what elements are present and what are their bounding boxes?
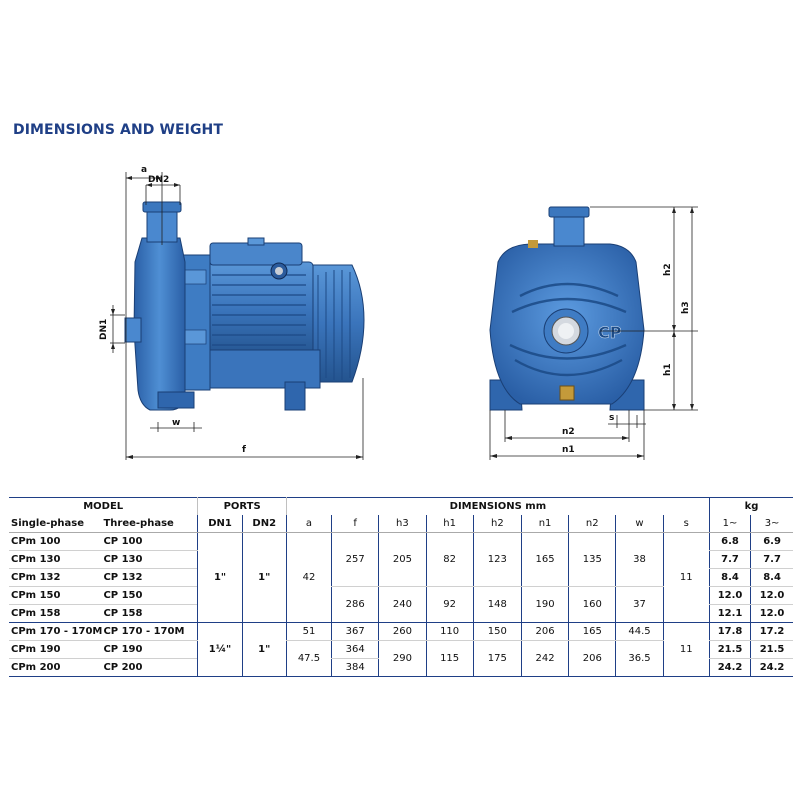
cell-three-phase: CP 170 - 170M bbox=[101, 623, 197, 641]
dim-label-dn2: DN2 bbox=[148, 175, 170, 185]
cell-n1: 206 bbox=[521, 623, 568, 641]
cell-h2: 175 bbox=[473, 641, 521, 677]
cell-single-phase: CPm 158 bbox=[9, 605, 101, 623]
cp-badge: CP bbox=[598, 323, 622, 342]
header-s: s bbox=[663, 515, 709, 533]
cell-h1: 115 bbox=[426, 641, 473, 677]
cell-h3: 240 bbox=[379, 587, 426, 623]
cell-kg-three: 8.4 bbox=[751, 569, 793, 587]
cell-single-phase: CPm 170 - 170M bbox=[9, 623, 101, 641]
cell-h1: 92 bbox=[426, 587, 473, 623]
cell-f: 257 bbox=[332, 533, 379, 587]
cell-w: 38 bbox=[616, 533, 663, 587]
dim-label-w: w bbox=[172, 418, 181, 428]
dim-label-h2: h2 bbox=[663, 263, 673, 276]
dim-label-dn1: DN1 bbox=[99, 318, 109, 340]
cell-kg-three: 12.0 bbox=[751, 587, 793, 605]
cell-kg-three: 7.7 bbox=[751, 551, 793, 569]
cell-three-phase: CP 190 bbox=[101, 641, 197, 659]
cell-s: 11 bbox=[663, 533, 709, 623]
cell-n2: 135 bbox=[569, 533, 616, 587]
header-f: f bbox=[332, 515, 379, 533]
table-row bbox=[9, 533, 793, 551]
cell-n2: 165 bbox=[569, 623, 616, 641]
cell-kg-three: 21.5 bbox=[751, 641, 793, 659]
cell-single-phase: CPm 150 bbox=[9, 587, 101, 605]
dim-label-n1: n1 bbox=[562, 445, 575, 455]
cell-three-phase: CP 150 bbox=[101, 587, 197, 605]
cell-h3: 260 bbox=[379, 623, 426, 641]
cell-kg-three: 24.2 bbox=[751, 659, 793, 677]
cell-three-phase: CP 158 bbox=[101, 605, 197, 623]
header-w: w bbox=[616, 515, 663, 533]
cell-three-phase: CP 132 bbox=[101, 569, 197, 587]
cell-h3: 205 bbox=[379, 533, 426, 587]
header-three-phase: Three-phase bbox=[101, 515, 197, 533]
cell-n1: 165 bbox=[521, 533, 568, 587]
cell-three-phase: CP 130 bbox=[101, 551, 197, 569]
page-title: DIMENSIONS AND WEIGHT bbox=[13, 122, 224, 138]
cell-h2: 123 bbox=[473, 533, 521, 587]
header-dn2: DN2 bbox=[242, 515, 286, 533]
cell-kg-single: 12.1 bbox=[709, 605, 750, 623]
cell-dn2: 1" bbox=[242, 623, 286, 677]
cell-n1: 190 bbox=[521, 587, 568, 623]
cell-single-phase: CPm 100 bbox=[9, 533, 101, 551]
dim-label-h3: h3 bbox=[681, 301, 691, 314]
cell-h1: 110 bbox=[426, 623, 473, 641]
cell-three-phase: CP 100 bbox=[101, 533, 197, 551]
cell-h2: 150 bbox=[473, 623, 521, 641]
side-view bbox=[99, 165, 364, 460]
cell-single-phase: CPm 130 bbox=[9, 551, 101, 569]
header-n2: n2 bbox=[569, 515, 616, 533]
cell-single-phase: CPm 190 bbox=[9, 641, 101, 659]
header-n1: n1 bbox=[521, 515, 568, 533]
cell-kg-three: 17.2 bbox=[751, 623, 793, 641]
cell-three-phase: CP 200 bbox=[101, 659, 197, 677]
cell-h3: 290 bbox=[379, 641, 426, 677]
cell-n2: 160 bbox=[569, 587, 616, 623]
cell-kg-single: 12.0 bbox=[709, 587, 750, 605]
cell-dn2: 1" bbox=[242, 533, 286, 623]
cell-single-phase: CPm 200 bbox=[9, 659, 101, 677]
cell-f: 367 bbox=[332, 623, 379, 641]
cell-kg-single: 21.5 bbox=[709, 641, 750, 659]
dimensions-weight-table bbox=[9, 497, 793, 677]
table-row bbox=[9, 623, 793, 641]
cell-dn1: 1¼" bbox=[198, 623, 242, 677]
cell-a: 51 bbox=[286, 623, 331, 641]
cell-n1: 242 bbox=[521, 641, 568, 677]
cell-kg-single: 6.8 bbox=[709, 533, 750, 551]
cell-single-phase: CPm 132 bbox=[9, 569, 101, 587]
cell-kg-single: 17.8 bbox=[709, 623, 750, 641]
front-view bbox=[490, 207, 698, 460]
cell-h1: 82 bbox=[426, 533, 473, 587]
cell-kg-three: 12.0 bbox=[751, 605, 793, 623]
header-dimensions: DIMENSIONS mm bbox=[286, 498, 709, 516]
cell-f: 384 bbox=[332, 659, 379, 677]
group-header-row bbox=[9, 498, 793, 516]
header-h3: h3 bbox=[379, 515, 426, 533]
header-kg: kg bbox=[709, 498, 793, 516]
pump-drawings bbox=[0, 150, 800, 480]
cell-w: 44.5 bbox=[616, 623, 663, 641]
dim-label-h1: h1 bbox=[663, 363, 673, 376]
dim-label-s: s bbox=[609, 413, 615, 423]
cell-n2: 206 bbox=[569, 641, 616, 677]
cell-w: 36.5 bbox=[616, 641, 663, 677]
cell-a: 42 bbox=[286, 533, 331, 623]
header-a: a bbox=[286, 515, 331, 533]
header-kg-single: 1~ bbox=[709, 515, 750, 533]
header-single-phase: Single-phase bbox=[9, 515, 101, 533]
cell-kg-single: 7.7 bbox=[709, 551, 750, 569]
cell-a: 47.5 bbox=[286, 641, 331, 677]
dim-label-a: a bbox=[141, 165, 148, 175]
cell-kg-single: 24.2 bbox=[709, 659, 750, 677]
sub-header-row bbox=[9, 515, 793, 533]
header-model: MODEL bbox=[9, 498, 198, 516]
header-kg-three: 3~ bbox=[751, 515, 793, 533]
cell-kg-three: 6.9 bbox=[751, 533, 793, 551]
header-dn1: DN1 bbox=[198, 515, 242, 533]
cell-f: 364 bbox=[332, 641, 379, 659]
cell-h2: 148 bbox=[473, 587, 521, 623]
header-h1: h1 bbox=[426, 515, 473, 533]
cell-f: 286 bbox=[332, 587, 379, 623]
cell-kg-single: 8.4 bbox=[709, 569, 750, 587]
cell-s: 11 bbox=[663, 623, 709, 677]
dim-label-n2: n2 bbox=[562, 427, 575, 437]
dim-label-f: f bbox=[242, 445, 246, 455]
cell-w: 37 bbox=[616, 587, 663, 623]
header-h2: h2 bbox=[473, 515, 521, 533]
cell-dn1: 1" bbox=[198, 533, 242, 623]
header-ports: PORTS bbox=[198, 498, 286, 516]
